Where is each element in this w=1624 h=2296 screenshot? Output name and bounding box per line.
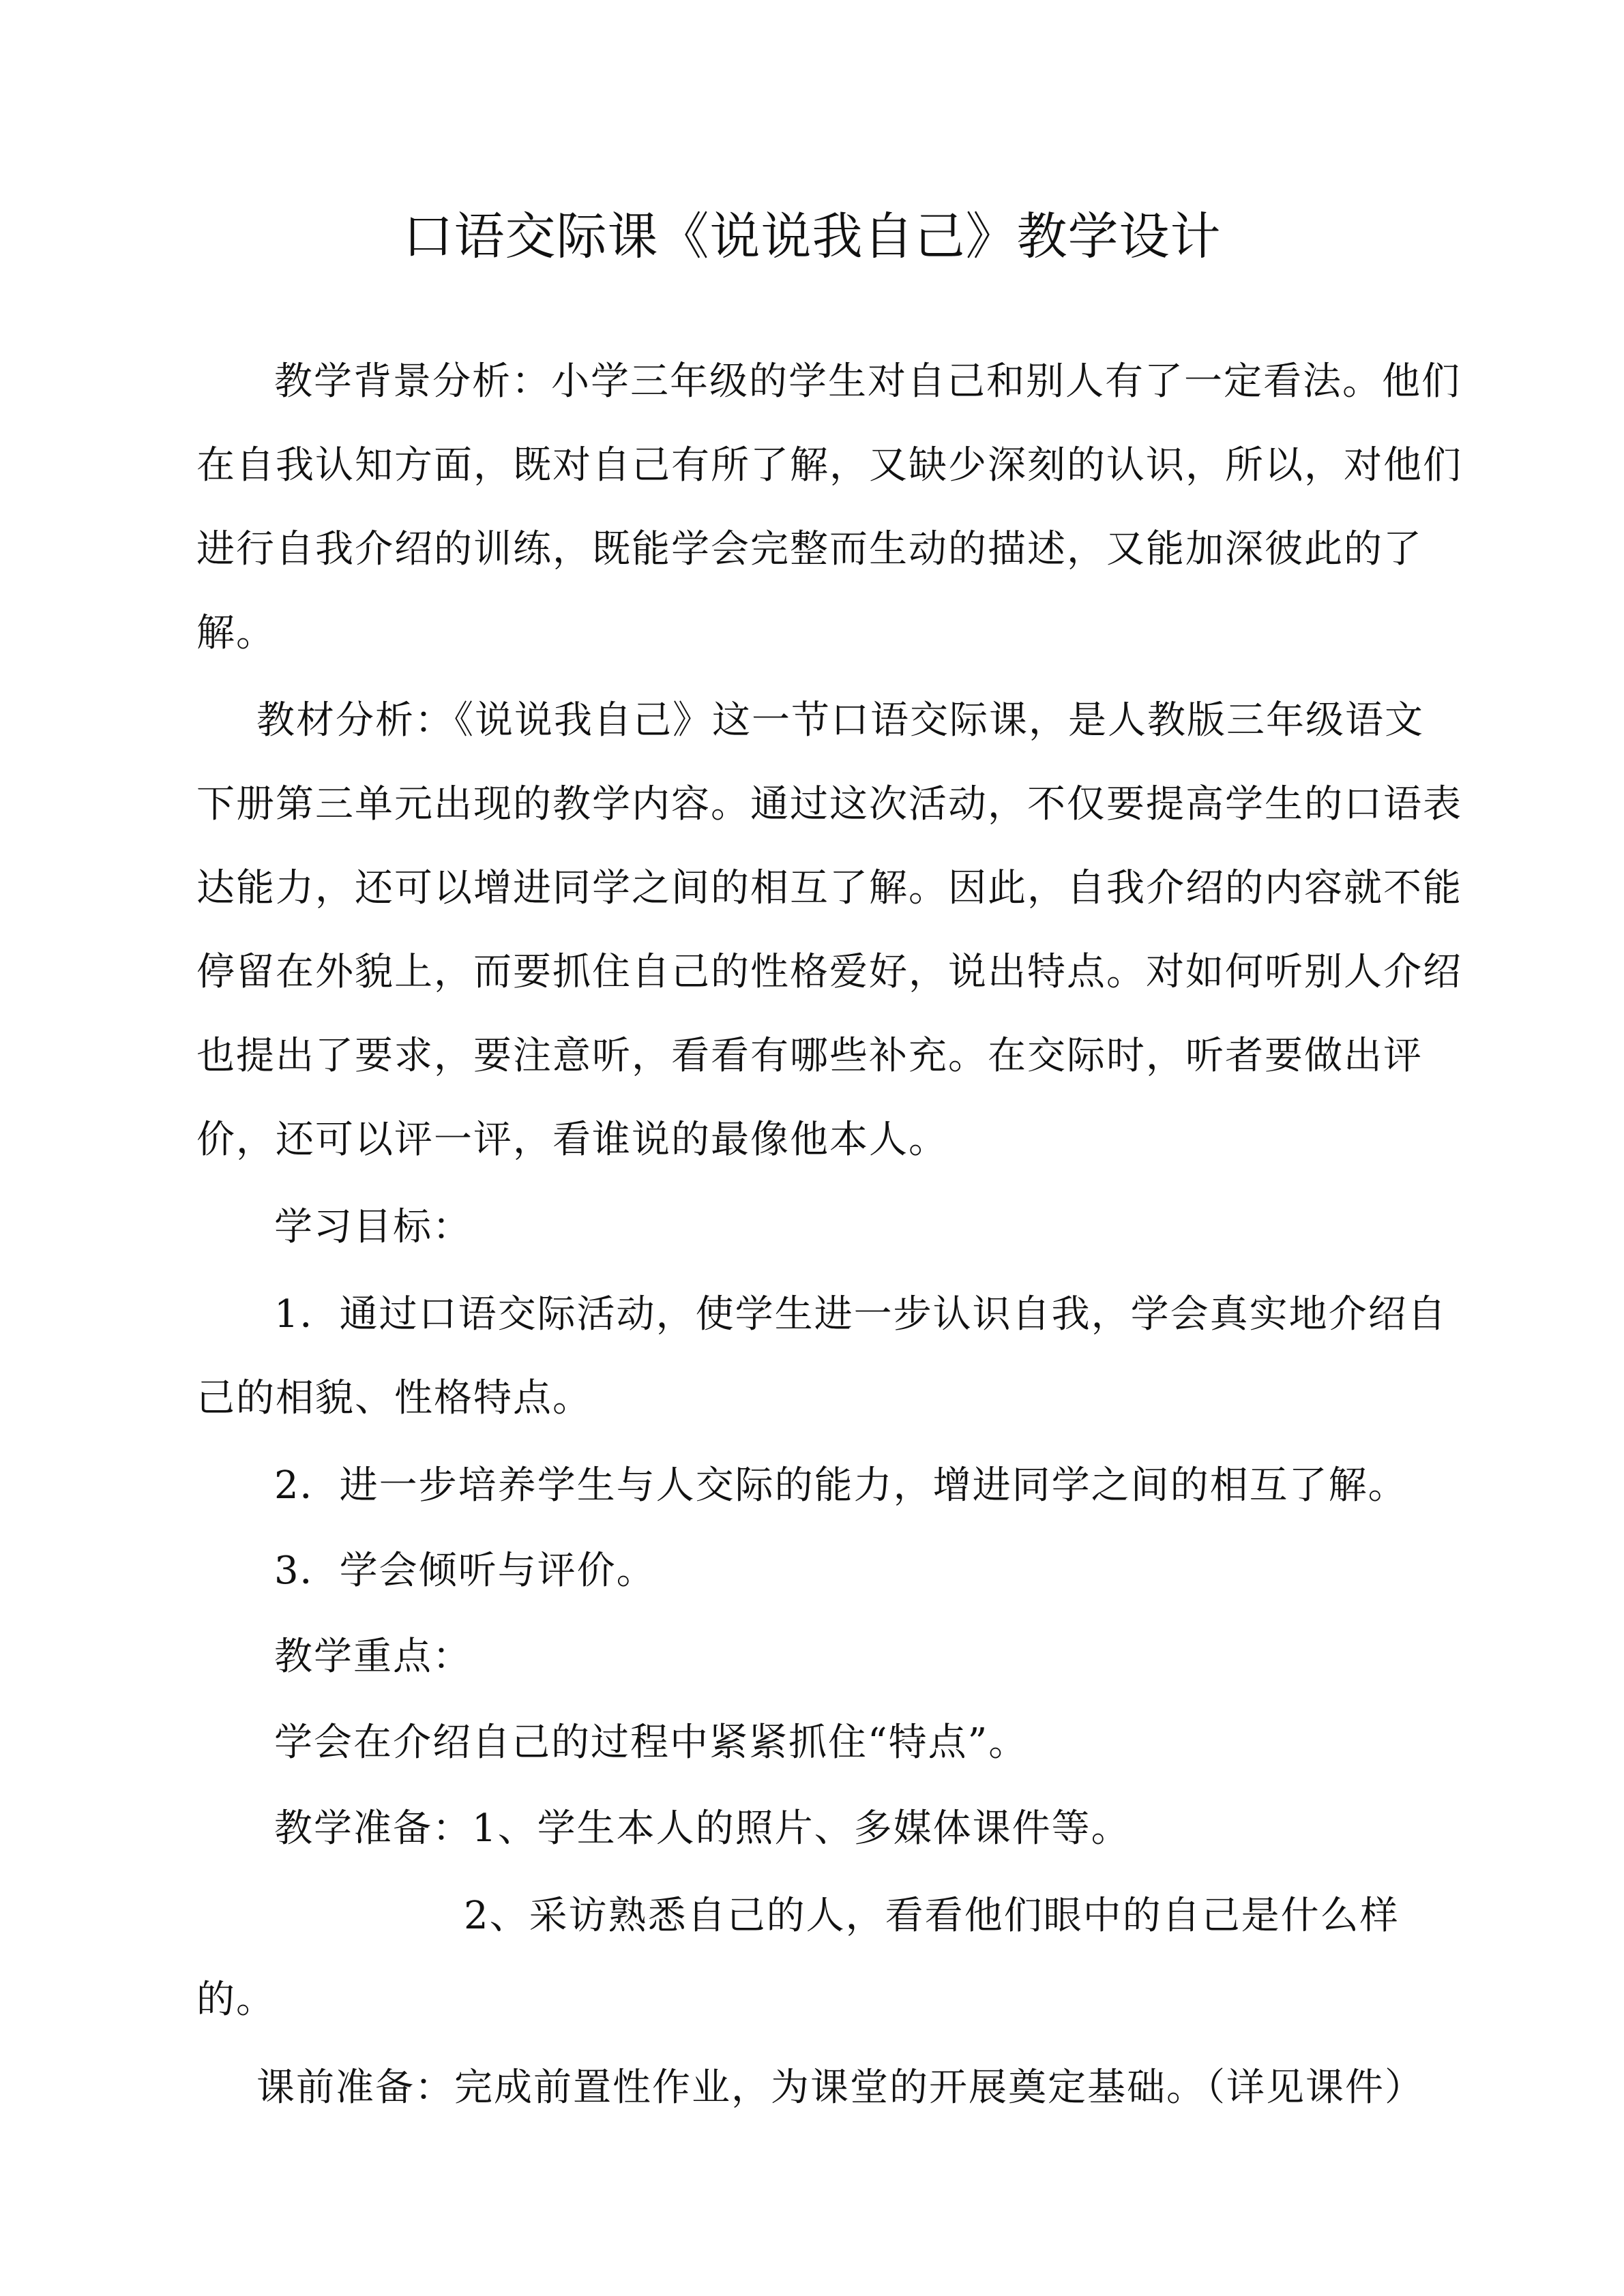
preparation-line-3: 的。 (196, 1978, 276, 2022)
background-line-4: 解。 (196, 611, 276, 655)
material-line-3: 达能力，还可以增进同学之间的相互了解。因此，自我介绍的内容就不能 (196, 866, 1462, 910)
pre-class-text: 课前准备：完成前置性作业，为课堂的开展奠定基础。（详见课件） (256, 2066, 1424, 2110)
preparation-line-1: 教学准备：1、学生本人的照片、多媒体课件等。 (274, 1806, 1131, 1851)
objective-1-line-2: 己的相貌、性格特点。 (196, 1376, 592, 1420)
material-line-1: 教材分析：《说说我自己》这一节口语交际课，是人教版三年级语文 (256, 698, 1424, 743)
material-line-4: 停留在外貌上，而要抓住自己的性格爱好，说出特点。对如何听别人介绍 (196, 950, 1462, 994)
material-line-5: 也提出了要求，要注意听，看看有哪些补充。在交际时，听者要做出评 (196, 1034, 1423, 1078)
material-line-6: 价，还可以评一评，看谁说的最像他本人。 (196, 1118, 948, 1162)
objective-1-line-1: 1．通过口语交际活动，使学生进一步认识自我，学会真实地介绍自 (274, 1292, 1447, 1337)
objectives-heading: 学习目标： (274, 1205, 472, 1249)
objective-2: 2．进一步培养学生与人交际的能力，增进同学之间的相互了解。 (274, 1463, 1408, 1508)
background-line-2: 在自我认知方面，既对自己有所了解，又缺少深刻的认识，所以，对他们 (196, 443, 1462, 488)
key-point-heading: 教学重点： (274, 1635, 472, 1679)
key-point-text: 学会在介绍自己的过程中紧紧抓住“特点”。 (274, 1720, 1029, 1765)
preparation-line-2: 2、采访熟悉自己的人，看看他们眼中的自己是什么样 (464, 1894, 1400, 1938)
background-line-3: 进行自我介绍的训练，既能学会完整而生动的描述，又能加深彼此的了 (196, 527, 1423, 571)
background-line-1: 教学背景分析：小学三年级的学生对自己和别人有了一定看法。他们 (274, 359, 1461, 404)
objective-3: 3．学会倾听与评价。 (274, 1549, 656, 1593)
document-title: 口语交际课《说说我自己》教学设计 (402, 207, 1222, 266)
material-line-2: 下册第三单元出现的教学内容。通过这次活动，不仅要提高学生的口语表 (196, 782, 1462, 826)
